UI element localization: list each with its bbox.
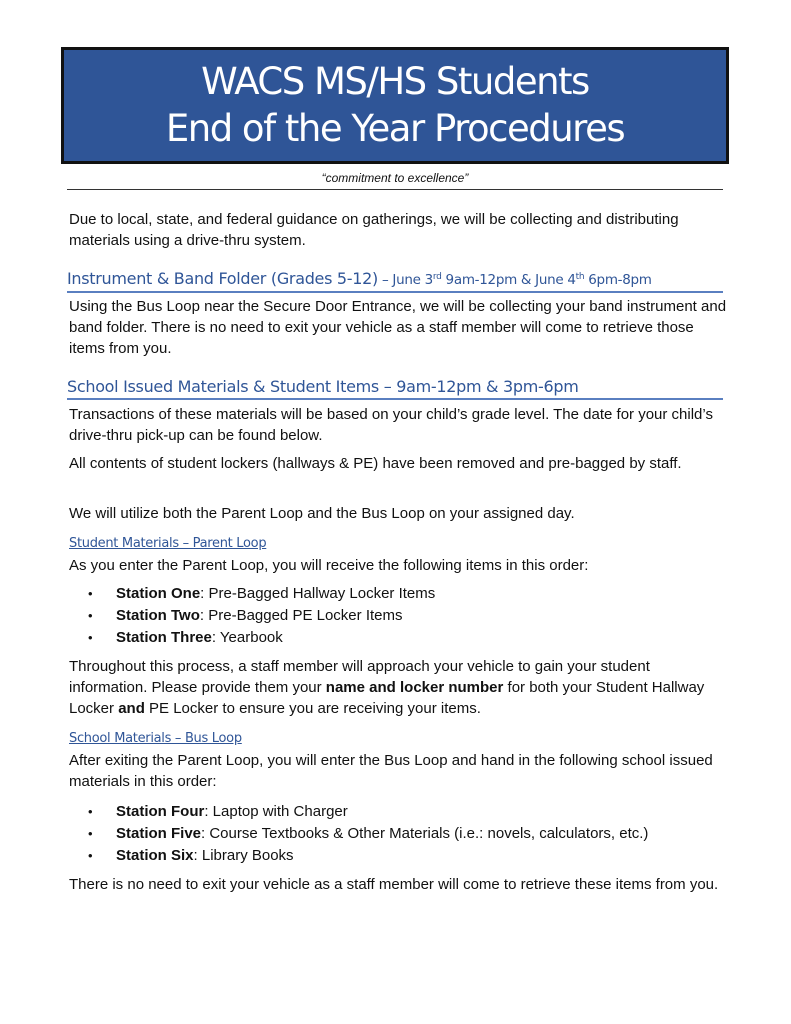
band-date2-time: 6pm-8pm [584,272,652,288]
bus-loop-intro: After exiting the Parent Loop, you will enter the Bus Loop and hand in the following school issued materials in this order: [69,752,713,790]
note-text-2: for both your Student Hallway Locker [69,679,705,717]
motto: “commitment to excellence” [67,170,723,190]
band-date1-suffix: rd [432,272,442,282]
note-text-1: Throughout this process, a staff member will approach your vehicle to gain your student information. Please provide them your [69,658,650,696]
materials-paragraph-1: Transactions of these materials will be based on your child’s grade level. The date for your child’s drive-thru pick-up can be found below. [69,406,713,444]
list-item [88,823,648,845]
band-heading-main: Instrument & Band Folder (Grades 5-12) [67,269,378,288]
title-line-1: WACS MS/HS Students [201,60,589,103]
station-name: Station Two [116,607,200,624]
list-item [88,583,435,605]
bullet-icon: • [88,804,93,819]
bullet-icon: • [88,608,93,623]
bus-loop-subheading: School Materials – Bus Loop [69,731,242,746]
bullet-icon: • [88,826,93,841]
list-item [88,627,435,649]
station-item: : Library Books [193,847,294,864]
parent-loop-subheading: Student Materials – Parent Loop [69,536,267,551]
bus-loop-closing: There is no need to exit your vehicle as a staff member will come to retrieve these items from you. [69,876,719,893]
station-item: : Laptop with Charger [204,803,348,820]
parent-loop-intro: As you enter the Parent Loop, you will receive the following items in this order: [69,557,589,574]
band-date1-time: 9am-12pm & June 4 [441,272,576,288]
station-item: : Pre-Bagged Hallway Locker Items [200,585,436,602]
station-name: Station One [116,585,201,602]
band-section-heading [67,268,723,293]
parent-loop-station-list [88,583,435,649]
note-bold-2: and [118,700,145,717]
station-item: : Yearbook [211,629,283,646]
bus-loop-station-list [88,801,648,867]
bullet-icon: • [88,586,93,601]
materials-section-heading: School Issued Materials & Student Items – 9am-12pm & 3pm-6pm [67,376,723,400]
band-section-body: Using the Bus Loop near the Secure Door Entrance, we will be collecting your band instrument and band folder. There is no need to exit your vehicle as a staff member will come to retrieve those items from you. [69,298,727,357]
intro-paragraph: Due to local, state, and federal guidance on gatherings, we will be collecting and distributing materials using a drive-thru system. [69,211,679,249]
band-heading-dash: – [377,272,393,288]
title-line-2: End of the Year Procedures [165,107,625,150]
parent-loop-note [69,656,729,719]
title-banner [61,47,729,164]
station-name: Station Four [116,803,205,820]
band-date2-suffix: th [575,272,585,282]
station-name: Station Three [116,629,212,646]
list-item [88,605,435,627]
list-item [88,801,648,823]
station-item: : Course Textbooks & Other Materials (i.e.: novels, calculators, etc.) [201,825,649,842]
list-item [88,845,648,867]
band-date1: June 3 [392,272,433,288]
materials-paragraph-3: We will utilize both the Parent Loop and the Bus Loop on your assigned day. [69,505,575,522]
bullet-icon: • [88,630,93,645]
note-bold-1: name and locker number [325,679,504,696]
station-name: Station Five [116,825,202,842]
station-item: : Pre-Bagged PE Locker Items [199,607,403,624]
bullet-icon: • [88,848,93,863]
note-text-3: PE Locker to ensure you are receiving your items. [144,700,481,717]
station-name: Station Six [116,847,194,864]
materials-paragraph-2: All contents of student lockers (hallways & PE) have been removed and pre-bagged by staff. [69,455,682,472]
